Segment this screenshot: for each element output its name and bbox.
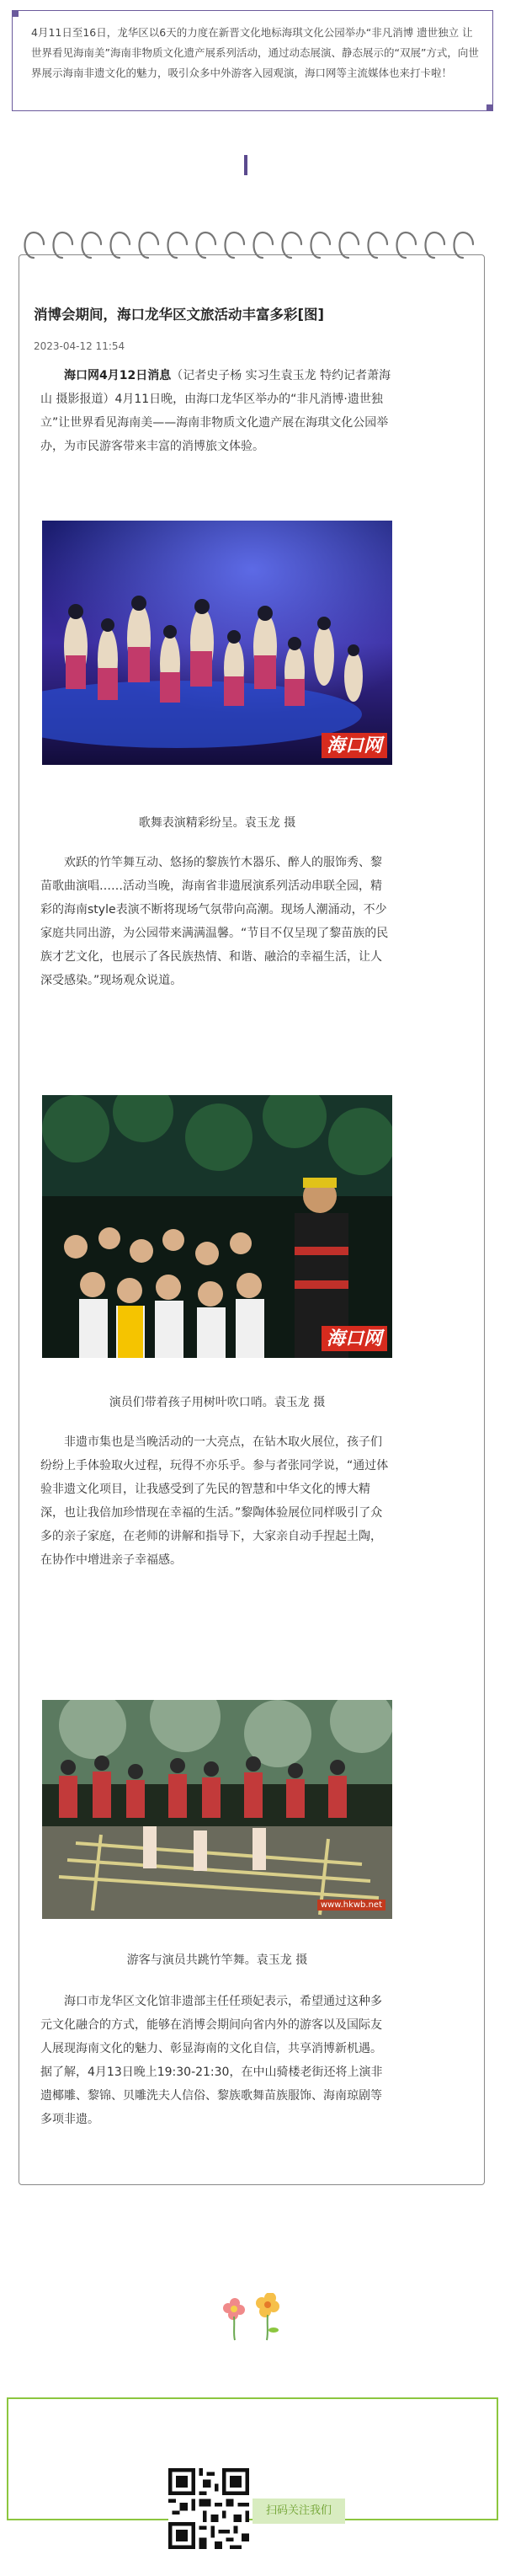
intro-box [12,10,493,111]
photo-stage-dance [42,521,392,765]
lead-dateline: 海口网4月12日消息 [64,369,172,382]
corner-decoration [12,10,19,17]
follow-us-label: 扫码关注我们 [252,2499,345,2524]
corner-decoration [486,104,493,111]
photo-bamboo-dance [42,1700,392,1919]
paragraph-2: 欢跃的竹竿舞互动、悠扬的黎族竹木器乐、醉人的服饰秀、黎苗歌曲演唱……活动当晚，海南省非遗展演系列活动串联全园，精彩的海南style表演不断将现场气氛带向高潮。现场人潮涌动，不少家庭共同出游，为公园带来满满温馨。“节目不仅呈现了黎苗族的民族才艺文化，也展示了各民族热情、和谐、融洽的幸福生活，让人深受感染。”现场观众说道。 [40,856,389,987]
watermark-logo: 海口网 [322,733,387,758]
article-title: 消博会期间，海口龙华区文旅活动丰富多彩[图] [34,307,325,323]
paragraph-4: 海口市龙华区文化馆非遗部主任任琐妃表示，希望通过这种多元文化融合的方式，能够在消博会期间向省内外的游客以及国际友人展现海南文化的魅力、彰显海南的文化自信，共享消博新机遇。据了解，4月13日晚上19:30-21:30，在中山骑楼老街还将上演非遗椰雕、黎锦、贝雕洗夫人信俗、黎族歌舞苗族服饰、海南琼剧等多项非遗。 [40,1995,383,2126]
caption-3: 游客与演员共跳竹竿舞。袁玉龙 摄 [126,1953,308,1967]
caption-1: 歌舞表演精彩纷呈。袁玉龙 摄 [138,816,296,830]
leaf-whistle-image [42,1095,392,1358]
paragraph-3: 非遗市集也是当晚活动的一大亮点，在钻木取火展位，孩子们纷纷上手体验取火过程，玩得不亦乐乎。参与者张同学说，“通过体验非遗文化项目，让我感受到了先民的智慧和中华文化的博大精深，也让我倍加珍惜现在幸福的生活。”黎陶体验展位同样吸引了众多的亲子家庭，在老师的讲解和指导下，大家亲自动手捏起土陶，在协作中增进亲子幸福感。 [40,1435,389,1567]
paragraph-1-text: （记者史子杨 实习生袁玉龙 特约记者萧海山 摄影报道）4月11日晚，由海口龙华区举办的“非凡消博·遗世独立”让世界看见海南美——海南非物质文化遗产展在海琪文化公园举办，为市民游客带来丰富的消博旅文体验。 [40,369,391,453]
section-divider [244,155,247,175]
notebook-rings-decoration [19,224,485,268]
intro-text: 4月11日至16日，龙华区以6天的力度在新晋文化地标海琪文化公园举办“非凡消博 遗世独立 让世界看见海南美”海南非物质文化遗产展系列活动，通过动态展演、静态展示的“双展”方式，向世界展示海南非遗文化的魅力，吸引众多中外游客入园观演，海口网等主流媒体也来打卡啦！ [31,26,479,79]
caption-2: 演员们带着孩子用树叶吹口哨。袁玉龙 摄 [109,1396,326,1409]
article-date: 2023-04-12 11:54 [34,340,125,352]
bamboo-dance-image [42,1700,392,1919]
photo-leaf-whistle [42,1095,392,1358]
paragraph-1 [40,364,392,458]
watermark-site: www.hkwb.net [317,1900,385,1911]
stage-dance-image [42,521,392,765]
flowers-decoration [215,2293,290,2344]
watermark-logo: 海口网 [322,1326,387,1351]
qr-code-icon[interactable] [168,2468,249,2549]
